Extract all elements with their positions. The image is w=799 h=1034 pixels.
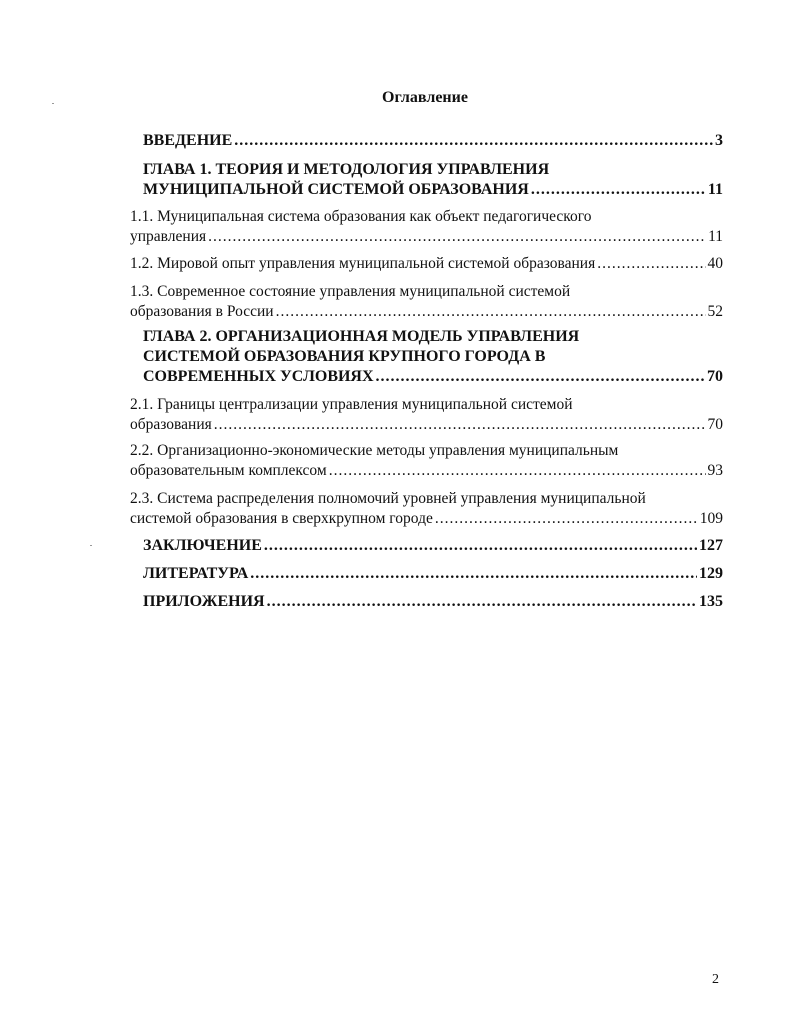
toc-entry-title-line-2: СИСТЕМОЙ ОБРАЗОВАНИЯ КРУПНОГО ГОРОДА В — [143, 348, 546, 365]
toc-page-number: 52 — [707, 303, 723, 320]
page-number: 2 — [712, 972, 719, 987]
dot-leader — [208, 227, 706, 247]
dot-leader — [267, 592, 697, 612]
toc-page-number: 40 — [707, 255, 723, 272]
toc-entry-title-line-2: образовательным комплексом — [130, 462, 327, 479]
toc-page-number: 127 — [699, 537, 723, 554]
toc-entry-conclusion[interactable] — [143, 536, 723, 556]
toc-page-number: 129 — [699, 565, 723, 582]
scan-speck — [52, 103, 54, 104]
scan-speck — [90, 545, 92, 546]
toc-entry-title: ЛИТЕРАТУРА — [143, 565, 249, 582]
dot-leader — [214, 415, 706, 435]
toc-page-number: 11 — [707, 181, 723, 198]
toc-entry-title-line-1: 2.1. Границы централизации управления муниципальной системой — [130, 396, 573, 413]
toc-entry-title: ВВЕДЕНИЕ — [143, 132, 233, 149]
toc-entry-section-2-3[interactable] — [130, 489, 723, 529]
toc-entry-chapter-2[interactable] — [143, 327, 723, 387]
dot-leader — [531, 180, 706, 200]
dot-leader — [376, 367, 705, 387]
toc-entry-title-line-2: образования — [130, 416, 212, 433]
dot-leader — [234, 131, 713, 151]
toc-page-number: 70 — [707, 416, 723, 433]
toc-entry-title-line-1: 2.2. Организационно-экономические методы управления муниципальным — [130, 442, 619, 459]
toc-entry-appendices[interactable] — [143, 592, 723, 612]
toc-entry-introduction[interactable] — [143, 131, 723, 151]
dot-leader — [276, 302, 706, 322]
toc-page-number: 135 — [699, 593, 723, 610]
toc-entry-title-line-1: ГЛАВА 2. ОРГАНИЗАЦИОННАЯ МОДЕЛЬ УПРАВЛЕНИЯ — [143, 328, 580, 345]
dot-leader — [250, 564, 697, 584]
dot-leader — [435, 509, 698, 529]
toc-entry-title-line-1: ГЛАВА 1. ТЕОРИЯ И МЕТОДОЛОГИЯ УПРАВЛЕНИЯ — [143, 161, 550, 178]
dot-leader — [597, 254, 705, 274]
toc-page-number: 70 — [707, 368, 723, 385]
toc-page-number: 109 — [699, 510, 723, 527]
toc-entry-section-1-2[interactable] — [130, 254, 723, 274]
toc-entry-title: 1.2. Мировой опыт управления муниципальной системой образования — [130, 255, 596, 272]
page-title: Оглавление — [382, 89, 468, 106]
toc-entry-title-line-3: СОВРЕМЕННЫХ УСЛОВИЯХ — [143, 368, 374, 385]
toc-entry-title-line-2: образования в России — [130, 303, 274, 320]
toc-entry-section-1-3[interactable] — [130, 282, 723, 322]
toc-entry-title-line-2: системой образования в сверхкрупном городе — [130, 510, 433, 527]
toc-entry-literature[interactable] — [143, 564, 723, 584]
toc-page-number: 93 — [707, 462, 723, 479]
toc-entry-title-line-2: управления — [130, 228, 207, 245]
toc-entry-section-2-2[interactable] — [130, 441, 723, 481]
dot-leader — [329, 461, 706, 481]
toc-entry-title: ПРИЛОЖЕНИЯ — [143, 593, 265, 610]
dot-leader — [264, 536, 697, 556]
toc-entry-title-line-2: МУНИЦИПАЛЬНОЙ СИСТЕМОЙ ОБРАЗОВАНИЯ — [143, 181, 529, 198]
toc-entry-title-line-1: 2.3. Система распределения полномочий уровней управления муниципальной — [130, 490, 646, 507]
toc-entry-title: ЗАКЛЮЧЕНИЕ — [143, 537, 262, 554]
toc-page-number: 11 — [708, 228, 723, 245]
toc-entry-chapter-1[interactable] — [143, 160, 723, 200]
toc-entry-section-2-1[interactable] — [130, 395, 723, 435]
toc-entry-title-line-1: 1.1. Муниципальная система образования как объект педагогического — [130, 208, 592, 225]
toc-entry-title-line-1: 1.3. Современное состояние управления муниципальной системой — [130, 283, 571, 300]
toc-page-number: 3 — [715, 132, 723, 149]
toc-entry-section-1-1[interactable] — [130, 207, 723, 247]
